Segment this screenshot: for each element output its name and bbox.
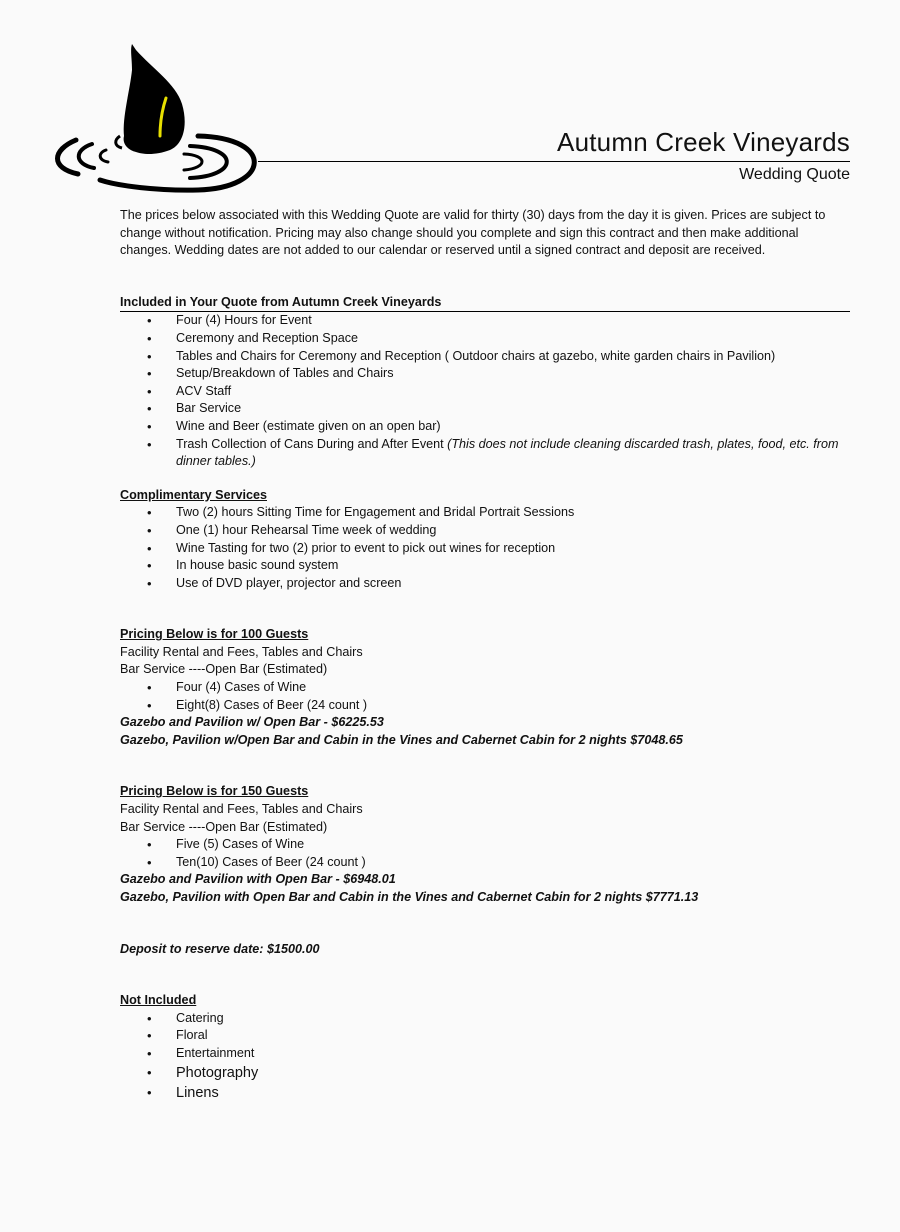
bullet-icon: • xyxy=(147,558,152,574)
bullet-icon: • xyxy=(147,522,152,538)
pricing-100-list xyxy=(120,679,850,714)
list-item: • Eight(8) Cases of Beer (24 count ) xyxy=(147,697,368,713)
bullet-icon: • xyxy=(147,1010,152,1026)
bullet-icon: • xyxy=(147,366,152,382)
bullet-icon: • xyxy=(147,436,152,452)
pricing-100-option2: Gazebo, Pavilion w/Open Bar and Cabin in the Vines and Cabernet Cabin for 2 nights $7048.65 xyxy=(120,732,683,747)
included-list xyxy=(120,312,850,470)
bullet-icon: • xyxy=(147,575,152,591)
intro-paragraph: The prices below associated with this Wedding Quote are valid for thirty (30) days from the day it is given. Prices are subject to change without notification. Pricing may also change should you complete and sign this contract and then make additional changes. Wedding dates are not added to our calendar or reserved until a signed contract and deposit are received. xyxy=(120,208,826,258)
bullet-icon: • xyxy=(147,837,152,853)
list-item: • Wine and Beer (estimate given on an open bar) xyxy=(147,418,441,434)
list-item: • In house basic sound system xyxy=(147,558,339,574)
bullet-icon: • xyxy=(147,418,152,434)
bullet-icon: • xyxy=(147,313,152,329)
pricing-150-list xyxy=(120,836,850,871)
bullet-icon: • xyxy=(147,854,152,870)
list-item-trash: • Trash Collection of Cans During and After Event (This does not include cleaning discarded trash, plates, food, etc. from dinner tables.) xyxy=(147,436,839,469)
list-item: • Floral xyxy=(147,1028,208,1044)
pricing-150-line2: Bar Service ----Open Bar (Estimated) xyxy=(120,819,328,834)
pricing-150-option1: Gazebo and Pavilion with Open Bar - $6948.01 xyxy=(120,872,396,887)
bullet-icon: • xyxy=(147,1084,152,1100)
list-item: • One (1) hour Rehearsal Time week of wedding xyxy=(147,522,437,538)
document-title: Wedding Quote xyxy=(739,166,850,183)
not-included-heading: Not Included xyxy=(120,993,197,1008)
list-item: • Catering xyxy=(147,1010,224,1026)
bullet-icon: • xyxy=(147,1028,152,1044)
list-item: • Setup/Breakdown of Tables and Chairs xyxy=(147,366,394,382)
trash-note: (This does not include cleaning discarded trash, plates, food, etc. from dinner tables.) xyxy=(176,436,839,469)
deposit-line: Deposit to reserve date: $1500.00 xyxy=(120,941,320,956)
pricing-150-heading: Pricing Below is for 150 Guests xyxy=(120,784,309,799)
list-item: • Entertainment xyxy=(147,1045,255,1061)
pricing-100-line1: Facility Rental and Fees, Tables and Chairs xyxy=(120,644,363,659)
pricing-100-heading: Pricing Below is for 100 Guests xyxy=(120,627,309,642)
list-item: • Two (2) hours Sitting Time for Engagement and Bridal Portrait Sessions xyxy=(147,505,575,521)
bullet-icon: • xyxy=(147,540,152,556)
bullet-icon: • xyxy=(147,697,152,713)
pricing-150-option2: Gazebo, Pavilion with Open Bar and Cabin in the Vines and Cabernet Cabin for 2 nights $7771.13 xyxy=(120,890,699,904)
wine-glass-ripple-logo-icon xyxy=(48,40,268,200)
pricing-100-line2: Bar Service ----Open Bar (Estimated) xyxy=(120,662,328,677)
header-rule xyxy=(258,161,850,162)
list-item: • Use of DVD player, projector and screen xyxy=(147,575,402,591)
bullet-icon: • xyxy=(147,1045,152,1061)
bullet-icon: • xyxy=(147,348,152,364)
complimentary-list xyxy=(120,504,850,592)
list-item: • Ceremony and Reception Space xyxy=(147,330,359,346)
bullet-icon: • xyxy=(147,401,152,417)
pricing-150-line1: Facility Rental and Fees, Tables and Chairs xyxy=(120,802,363,817)
list-item: • ACV Staff xyxy=(147,383,232,399)
list-item: • Four (4) Cases of Wine xyxy=(147,680,307,696)
bullet-icon: • xyxy=(147,330,152,346)
not-included-list xyxy=(120,1010,850,1063)
list-item: • Bar Service xyxy=(147,401,242,417)
not-included-list-large xyxy=(120,1063,850,1103)
bullet-icon: • xyxy=(147,505,152,521)
included-heading: Included in Your Quote from Autumn Creek Vineyards xyxy=(120,294,850,313)
document-body xyxy=(120,207,850,1103)
company-name: Autumn Creek Vineyards xyxy=(557,127,850,157)
bullet-icon: • xyxy=(147,383,152,399)
complimentary-heading: Complimentary Services xyxy=(120,487,267,502)
list-item: • Linens xyxy=(147,1084,219,1101)
bullet-icon: • xyxy=(147,680,152,696)
list-item: • Tables and Chairs for Ceremony and Reception ( Outdoor chairs at gazebo, white garden chairs in Pavilion) xyxy=(147,348,776,364)
list-item: • Five (5) Cases of Wine xyxy=(147,837,305,853)
list-item: • Four (4) Hours for Event xyxy=(147,313,312,329)
bullet-icon: • xyxy=(147,1064,152,1080)
pricing-100-option1: Gazebo and Pavilion w/ Open Bar - $6225.53 xyxy=(120,715,384,730)
list-item: • Wine Tasting for two (2) prior to event to pick out wines for reception xyxy=(147,540,556,556)
list-item: • Photography xyxy=(147,1064,259,1081)
list-item: • Ten(10) Cases of Beer (24 count ) xyxy=(147,854,366,870)
